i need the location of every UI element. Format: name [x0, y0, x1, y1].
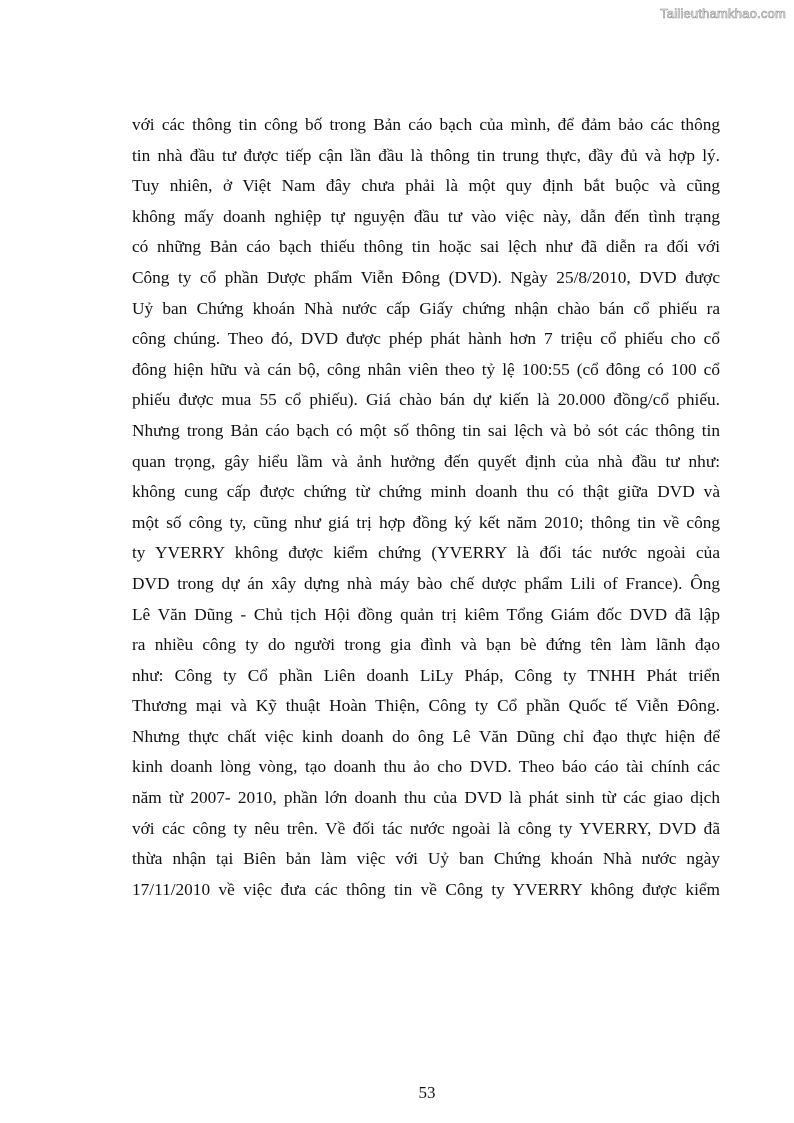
body-line-24: với các công ty nêu trên. Về đối tác nước ngoài là công ty YVERRY, DVD đã: [132, 818, 720, 838]
page-number: 53: [418, 1083, 436, 1102]
body-line-7: Uỷ ban Chứng khoán Nhà nước cấp Giấy chứng nhận chào bán cổ phiếu ra: [132, 298, 720, 318]
watermark-text: Tailieuthamkhao.com: [660, 6, 786, 21]
body-line-1: với các thông tin công bố trong Bản cáo bạch của mình, để đảm bảo các thông: [132, 115, 720, 134]
body-line-26: 17/11/2010 về việc đưa các thông tin về Công ty YVERRY không được kiểm: [132, 879, 720, 899]
body-line-21: Nhưng thực chất việc kinh doanh do ông Lê Văn Dũng chỉ đạo thực hiện để: [132, 726, 720, 746]
body-line-8: công chúng. Theo đó, DVD được phép phát hành hơn 7 triệu cổ phiếu cho cổ: [132, 329, 720, 349]
body-line-2: tin nhà đầu tư được tiếp cận lần đầu là thông tin trung thực, đầy đủ và hợp lý.: [132, 145, 720, 165]
body-line-6: Công ty cổ phần Dược phẩm Viễn Đông (DVD). Ngày 25/8/2010, DVD được: [132, 267, 720, 287]
body-line-20: Thương mại và Kỹ thuật Hoàn Thiện, Công ty Cổ phần Quốc tế Viễn Đông.: [132, 696, 720, 716]
body-line-23: năm từ 2007- 2010, phần lớn doanh thu của DVD là phát sinh từ các giao dịch: [132, 788, 720, 808]
body-line-10: phiếu được mua 55 cổ phiếu). Giá chào bán dự kiến là 20.000 đồng/cổ phiếu.: [132, 390, 720, 410]
body-line-14: một số công ty, cũng như giá trị hợp đồng ký kết năm 2010; thông tin về công: [132, 512, 720, 532]
body-line-13: không cung cấp được chứng từ chứng minh doanh thu có thật giữa DVD và: [132, 482, 720, 502]
body-line-4: không mấy doanh nghiệp tự nguyện đầu tư vào việc này, dẫn đến tình trạng: [132, 206, 720, 226]
document-body: [132, 110, 720, 905]
body-line-15: ty YVERRY không được kiểm chứng (YVERRY là đối tác nước ngoài của: [132, 543, 720, 563]
body-line-17: Lê Văn Dũng - Chủ tịch Hội đồng quản trị kiêm Tổng Giám đốc DVD đã lập: [132, 604, 720, 624]
body-line-22: kinh doanh lòng vòng, tạo doanh thu ảo cho DVD. Theo báo cáo tài chính các: [132, 757, 720, 777]
body-line-18: ra nhiều công ty do người trong gia đình và bạn bè đứng tên làm lãnh đạo: [132, 635, 720, 655]
body-line-3: Tuy nhiên, ở Việt Nam đây chưa phải là một quy định bắt buộc và cũng: [132, 176, 720, 196]
body-line-16: DVD trong dự án xây dựng nhà máy bào chế dược phẩm Lili of France). Ông: [132, 573, 720, 593]
body-line-5: có những Bản cáo bạch thiếu thông tin hoặc sai lệch như đã diễn ra đối với: [132, 237, 720, 257]
body-line-25: thừa nhận tại Biên bản làm việc với Uỷ ban Chứng khoán Nhà nước ngày: [132, 849, 720, 869]
body-line-12: quan trọng, gây hiểu lầm và ảnh hưởng đến quyết định của nhà đầu tư như:: [132, 451, 720, 471]
body-line-9: đông hiện hữu và cán bộ, công nhân viên theo tỷ lệ 100:55 (cổ đông có 100 cổ: [132, 359, 720, 379]
body-line-11: Nhưng trong Bản cáo bạch có một số thông tin sai lệch và bỏ sót các thông tin: [132, 420, 720, 440]
body-line-19: như: Công ty Cổ phần Liên doanh LiLy Pháp, Công ty TNHH Phát triển: [132, 665, 720, 685]
